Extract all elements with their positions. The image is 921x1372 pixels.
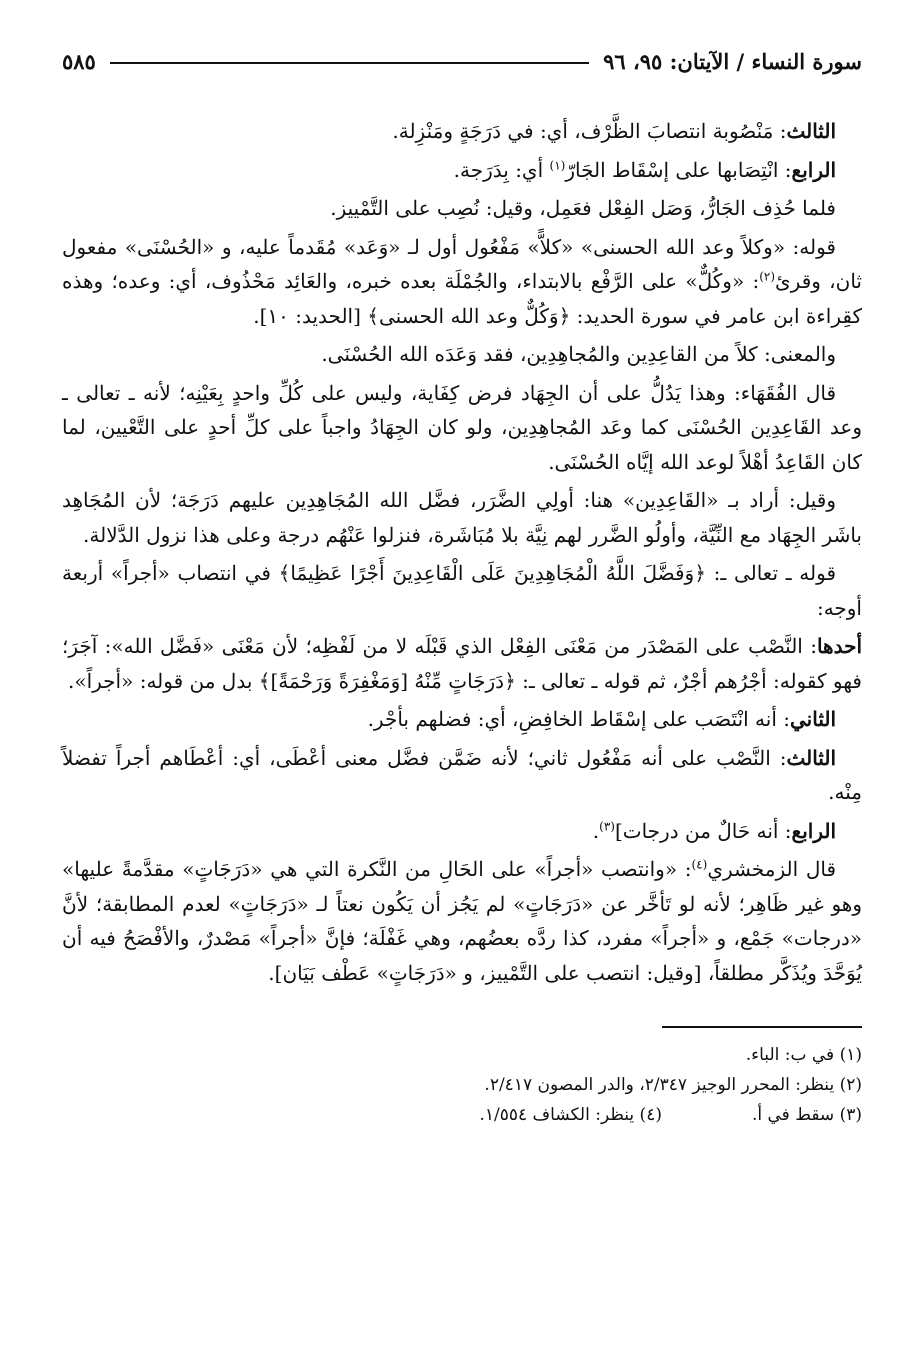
paragraph [62,114,862,149]
footnote-2: (٢) ينظر: المحرر الوجيز ٢/٣٤٧، والدر المصون ٢/٤١٧. [484,1075,862,1095]
paragraph [62,230,862,334]
main-text [62,114,862,990]
footnote-1: (١) في ب: الباء. [745,1045,862,1065]
paragraph-text: : النَّصْب على أنه مَفْعُول ثاني؛ لأنه ضَمَّن فضَّل معنى أعْطَى، أي: أعْطَاهم أجراً تفضلاً مِنْه. [62,745,862,804]
paragraph [62,556,862,625]
paragraph-text: : «وكُلٌّ» على الرَّفْع بالابتداء، والجُمْلَة بعده خبره، والعَائِد مَحْذُوف، أي: وعده؛ وهذه كقِراءة ابن عامر في سورة الحديد: ﴿وَكُلٌّ وعد الله الحسنى﴾ [الحديد: ١٠]. [62,269,862,328]
paragraph [62,337,862,372]
paragraph-text: وقيل: أراد بـ «القَاعِدِين» هنا: أولِي الضَّرَر، فضَّل الله المُجَاهِدِين عليهم دَرَجَة؛ لأن المُجَاهِد باشَر الجِهَاد مع النِّيَّة، وأولُو الضَّرر لهم نِيَّة بلا مُبَاشَرة، فنزلوا عَنْهُم درجة وعلى هذا نزول الدَّلالة. [62,488,862,547]
paragraph-text: : النَّصْب على المَصْدَر من مَعْنَى الفِعْل الذي قَبْلَه لا من لَفْظِه؛ لأن مَعْنَى «فَضَّل الله»: آجَرَ؛ فهو كقوله: أجْرُهم أجْرٌ، ثم قوله ـ تعالى ـ: ﴿دَرَجَاتٍ مِّنْهُ [وَمَغْفِرَةً وَرَحْمَةً]﴾ بدل من قوله: «أجراً». [62,634,862,693]
paragraph-text: والمعنى: كلاً من القاعِدِين والمُجاهِدِين، فقد وَعَدَه الله الحُسْنَى. [321,342,836,366]
running-title: سورة النساء / الآيتان: ٩٥، ٩٦ [603,49,862,74]
footnote-separator [662,1026,862,1028]
footnote-row [62,1100,862,1130]
paragraph-text: قوله: «وكلاً وعد الله الحسنى» «كلاًّ» مَفْعُول أول لـ «وَعَد» مُقَدماً عليه، و «الحُسْنَى» مفعول ثان، وقرئ [62,234,862,293]
paragraph-lead: أحدها [816,634,862,658]
paragraph [62,153,862,188]
footnotes [62,1040,862,1130]
paragraph [62,741,862,810]
footnote-ref[interactable]: (٢) [759,269,776,284]
paragraph-text: فلما حُذِف الجَارُّ، وَصَل الفِعْل فعَمِل، وقيل: نُصِب على التَّمْييز. [330,196,836,220]
paragraph-text: : «وانتصب «أجراً» على الحَالِ من النَّكرة التي هي «دَرَجَاتٍ» مقدَّمةً عليها» وهو غير ظَاهِر؛ لأنه لو تَأخَّر عن «دَرَجَاتٍ» لم يَجُز أن يَكُون نعتاً لـ «دَرَجَاتٍ» لعدم المطابقة؛ لأنَّ «درجات» جَمْع، و «أجراً» مفرد، كذا ردَّه بعضُهم، وهي غَفْلَة؛ فإنَّ «أجراً» مَصْدرٌ، والأفْصَحُ فيه أن يُوَحَّدَ ويُذَكَّر مطلقاً، [وقيل: انتصب على التَّمْييز، و «دَرَجَاتٍ» عَطْف بَيَان]. [62,857,862,985]
paragraph [62,814,862,849]
paragraph-text: : أنه انْتَصَب على إسْقَاط الخافِضِ، أي: فضلهم بأجْر. [367,707,790,731]
paragraph-text: . [592,818,600,843]
book-page [62,30,862,1130]
paragraph-text: قال الفُقَهَاء: وهذا يَدُلُّ على أن الجِهَاد فرض كِفَاية، وليس على كُلِّ واحدٍ بِعَيْنِه؛ لأنه ـ تعالى ـ وعد القَاعِدِين الحُسْنَى كما وعَد المُجاهِدِين، ولو كان الجِهَادُ واجباً على كلِّ أحدٍ على التَّعْيين، لما كان القَاعِدُ أهْلاً لوعد الله إيَّاه الحُسْنَى. [62,380,862,474]
paragraph-text: أي: بِدَرَجة. [453,157,550,182]
page-header [62,30,862,74]
header-rule [110,62,589,64]
page-number: ٥٨٥ [62,49,96,74]
footnote-4: (٤) ينظر: الكشاف ١/٥٥٤. [479,1105,662,1125]
paragraph [62,376,862,480]
footnote-ref[interactable]: (٣) [599,818,615,833]
paragraph [62,852,862,990]
paragraph-lead: الثالث [786,119,836,143]
paragraph-text: : مَنْصُوبة انتصابَ الظَّرْف، أي: في دَرَجَةٍ ومَنْزِلة. [392,119,787,143]
paragraph-text: : أنه حَالٌ من درجات] [614,818,792,843]
paragraph [62,702,862,737]
paragraph-text: : انْتِصَابها على إسْقَاط الجَارّ [565,157,792,182]
paragraph-text: قوله ـ تعالى ـ: ﴿وَفَضَّلَ اللَّهُ الْمُجَاهِدِينَ عَلَى الْقَاعِدِينَ أَجْرًا عَظِيمًا﴾ في انتصاب «أجراً» أربعة أوجه: [62,561,862,620]
paragraph [62,629,862,698]
paragraph-lead: الثالث [786,745,836,770]
paragraph-text: قال الزمخشري [707,857,837,881]
paragraph [62,483,862,552]
footnote-ref[interactable]: (١) [549,157,566,172]
paragraph-lead: الرابع [791,157,836,182]
footnote-ref[interactable]: (٤) [691,857,708,872]
paragraph-lead: الرابع [791,818,836,843]
paragraph [62,191,862,226]
paragraph-lead: الثاني [789,707,836,731]
footnote-3: (٣) سقط في أ. [751,1105,862,1125]
